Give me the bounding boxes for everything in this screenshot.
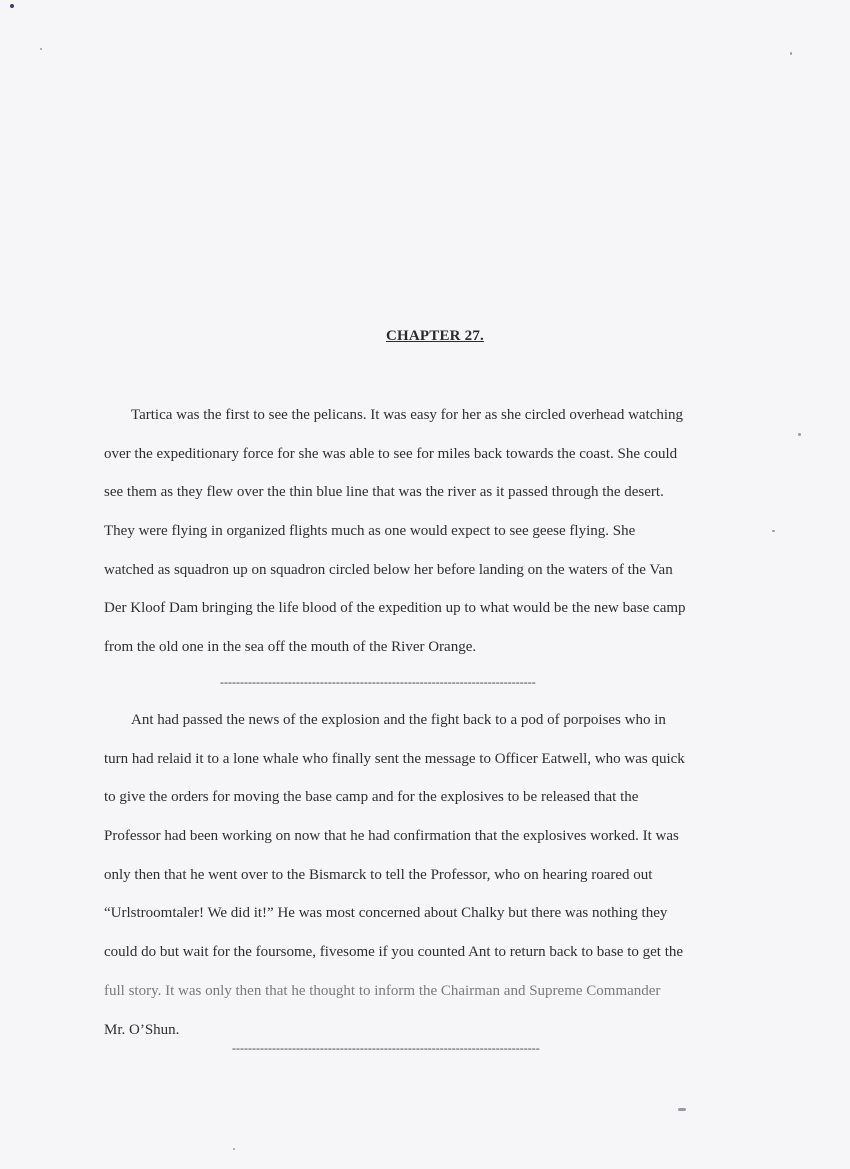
paragraph-2 (104, 701, 754, 1049)
scan-speck (790, 52, 792, 55)
scan-speck (233, 1148, 235, 1150)
scan-speck (40, 48, 42, 50)
text-line: Der Kloof Dam bringing the life blood of the expedition up to what would be the new base camp (104, 600, 686, 617)
text-line: only then that he went over to the Bismarck to tell the Professor, who on hearing roared out (104, 866, 653, 883)
text-line: full story. It was only then that he thought to inform the Chairman and Supreme Commander (104, 982, 661, 999)
text-line: see them as they flew over the thin blue line that was the river as it passed through the desert. (104, 484, 664, 501)
section-divider: ----------------------------------------------------------------------------- (232, 1041, 540, 1055)
section-divider: ------------------------------------------------------------------------------- (220, 675, 536, 689)
text-line: turn had relaid it to a lone whale who finally sent the message to Officer Eatwell, who was quick (104, 750, 685, 767)
text-line: from the old one in the sea off the mouth of the River Orange. (104, 639, 477, 656)
scan-speck (678, 1108, 686, 1111)
scan-speck (772, 530, 775, 532)
paragraph-1 (104, 396, 754, 667)
text-line: over the expeditionary force for she was able to see for miles back towards the coast. She could (104, 445, 678, 462)
text-line: “Urlstroomtaler! We did it!” He was most concerned about Chalky but there was nothing they (104, 905, 668, 922)
text-line: They were flying in organized flights much as one would expect to see geese flying. She (104, 523, 636, 540)
scan-speck (798, 433, 801, 436)
chapter-title: CHAPTER 27. (385, 328, 485, 344)
text-line: could do but wait for the foursome, fivesome if you counted Ant to return back to base to get the (104, 944, 684, 961)
text-line: Tartica was the first to see the pelicans. It was easy for her as she circled overhead watching (131, 407, 684, 423)
text-line: watched as squadron up on squadron circled below her before landing on the waters of the Van (104, 561, 673, 578)
text-line: Professor had been working on now that he had confirmation that the explosives worked. It was (104, 828, 679, 845)
text-line: Ant had passed the news of the explosion and the fight back to a pod of porpoises who in (131, 712, 666, 728)
scan-mark (10, 4, 14, 8)
text-line: to give the orders for moving the base camp and for the explosives to be released that the (104, 789, 639, 806)
text-line: Mr. O’Shun. (104, 1021, 180, 1038)
